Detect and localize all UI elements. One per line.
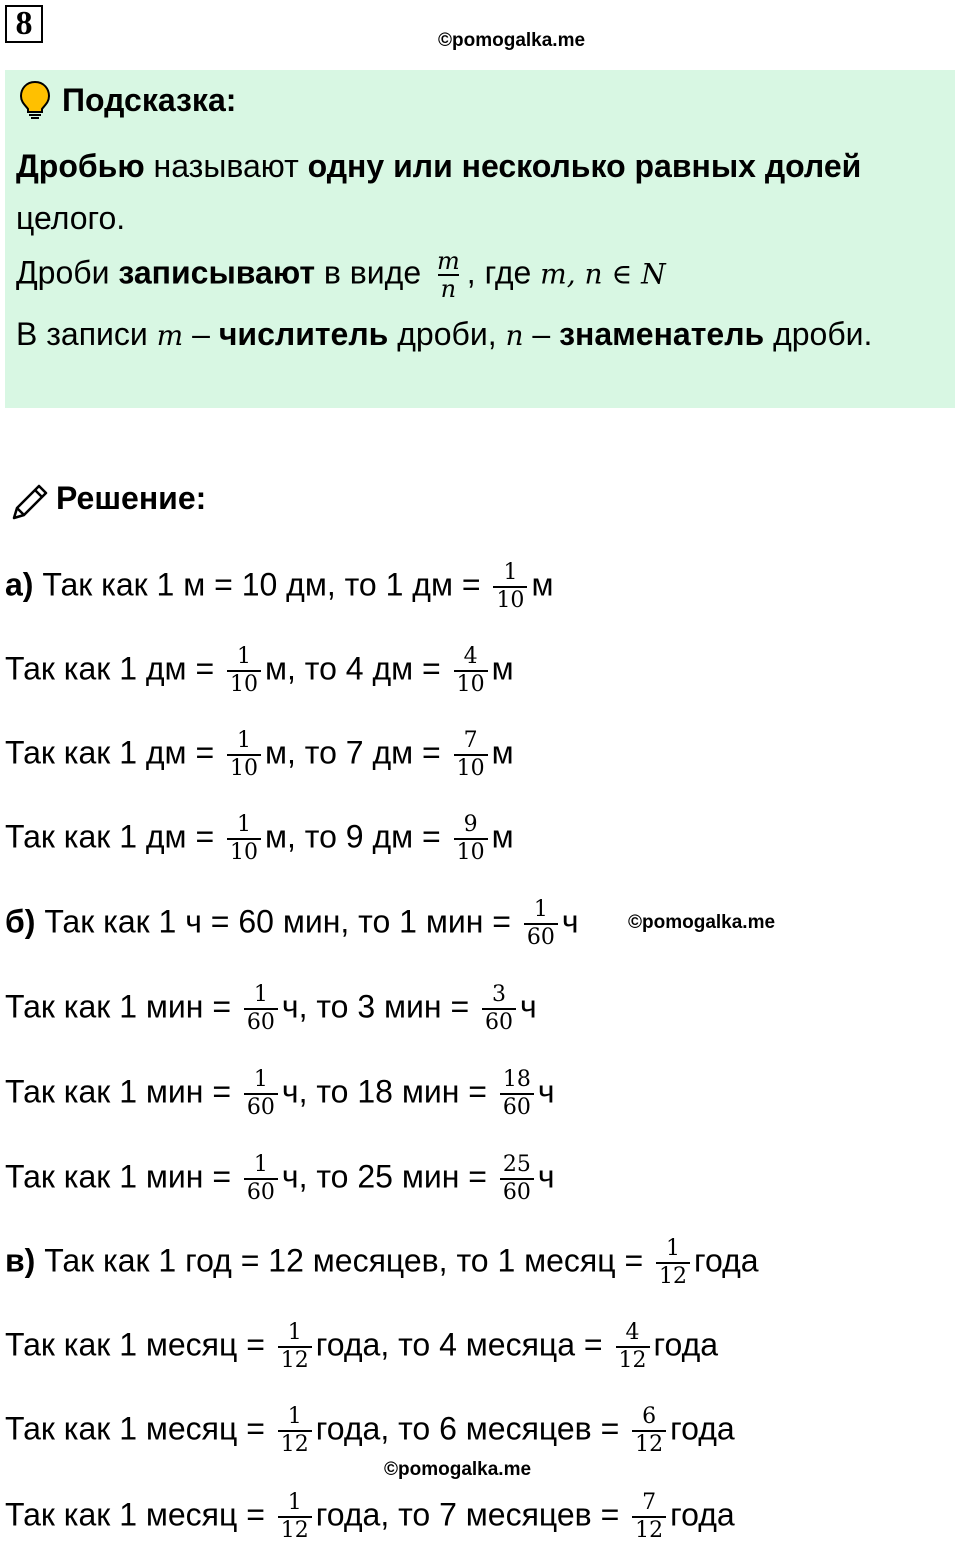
part-a-row-3: Так как 1 дм = $\frac{1}{10}$ м, то 9 дм = $\frac{9}{10}$ м — [5, 812, 514, 865]
part-a-row-1: Так как 1 дм = $\frac{1}{10}$ м, то 4 дм = $\frac{4}{10}$ м — [5, 644, 514, 697]
hint-box — [5, 70, 955, 408]
part-c-intro: в) Так как 1 год = 12 месяцев, то 1 месяц = $\frac{1}{12}$ года — [5, 1236, 759, 1289]
part-b-row-2: Так как 1 мин = $\frac{1}{60}$ ч, то 18 мин = $\frac{18}{60}$ ч — [5, 1067, 555, 1120]
hint-line-2: целого. — [16, 200, 126, 236]
part-b-intro: б) Так как 1 ч = 60 мин, то 1 мин = $\frac{1}{60}$ ч — [5, 897, 579, 950]
lightbulb-icon — [18, 80, 52, 120]
hint-line-4: В записи m – числитель дроби, n – знаменатель дроби. — [16, 316, 873, 352]
watermark-middle: ©pomogalka.me — [628, 912, 776, 933]
hint-line-1: Дробью называют одну или несколько равных долей — [16, 148, 862, 184]
hint-title: Подсказка: — [62, 82, 237, 118]
pencil-icon — [8, 480, 52, 524]
watermark-bottom: ©pomogalka.me — [384, 1459, 532, 1480]
part-c-row-3: Так как 1 месяц = $\frac{1}{12}$ года, то 7 месяцев = $\frac{7}{12}$ года — [5, 1490, 735, 1543]
fraction-m-n: $\frac{m}{n}$ — [437, 247, 460, 303]
part-b-row-1: Так как 1 мин = $\frac{1}{60}$ ч, то 3 мин = $\frac{3}{60}$ ч — [5, 982, 537, 1035]
solution-title: Решение: — [56, 480, 207, 516]
part-c-row-1: Так как 1 месяц = $\frac{1}{12}$ года, то 4 месяца = $\frac{4}{12}$ года — [5, 1320, 719, 1373]
part-a-intro: а) Так как 1 м = 10 дм, то 1 дм = $\frac{1}{10}$ м — [5, 560, 554, 613]
part-a-row-2: Так как 1 дм = $\frac{1}{10}$ м, то 7 дм = $\frac{7}{10}$ м — [5, 728, 514, 781]
watermark-top: ©pomogalka.me — [438, 30, 586, 51]
part-b-row-3: Так как 1 мин = $\frac{1}{60}$ ч, то 25 мин = $\frac{25}{60}$ ч — [5, 1152, 555, 1205]
task-number: 8 — [5, 5, 43, 43]
hint-line-3: Дроби записывают в виде $\frac{m}{n}$ , где m, n ∈ N — [16, 247, 666, 303]
part-c-row-2: Так как 1 месяц = $\frac{1}{12}$ года, то 6 месяцев = $\frac{6}{12}$ года — [5, 1404, 735, 1457]
